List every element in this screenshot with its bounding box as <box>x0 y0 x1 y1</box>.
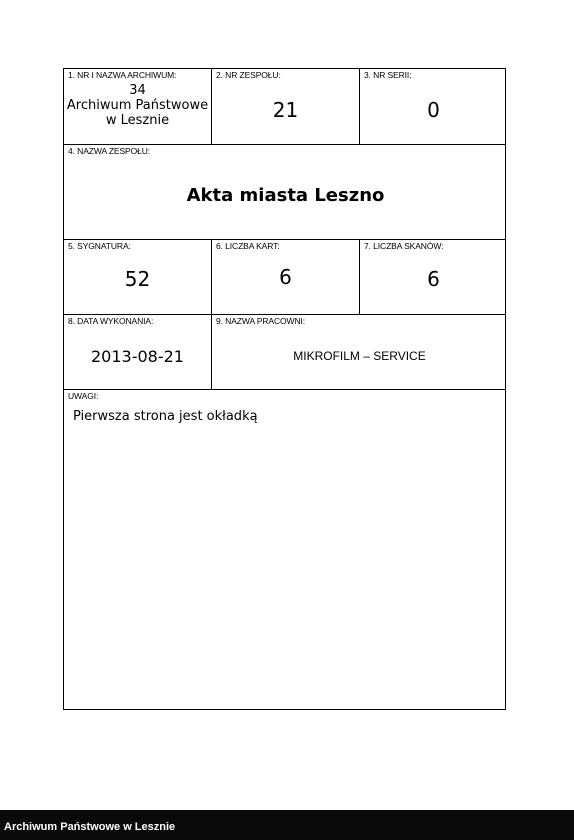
footer-bar <box>0 810 574 840</box>
fonds-number-label: 2. NR ZESPOŁU: <box>216 70 281 80</box>
metadata-card <box>63 68 506 710</box>
date-value: 2013-08-21 <box>91 347 184 366</box>
fonds-name-label: 4. NAZWA ZESPOŁU: <box>68 146 151 156</box>
sheet-count-value: 6 <box>279 265 292 289</box>
date-cell <box>64 315 211 389</box>
workshop-cell <box>212 315 507 389</box>
archive-name-line1: Archiwum Państwowe <box>66 98 209 113</box>
series-number-value: 0 <box>427 98 440 122</box>
archive-label: 1. NR I NAZWA ARCHIWUM: <box>68 70 177 80</box>
signature-value: 52 <box>124 267 151 291</box>
workshop-label: 9. NAZWA PRACOWNI: <box>216 316 306 326</box>
archive-cell <box>64 69 211 144</box>
archive-number: 34 <box>129 83 146 98</box>
fonds-name-cell <box>64 145 507 239</box>
sheet-count-cell <box>212 240 359 314</box>
notes-cell <box>64 390 507 709</box>
notes-label: UWAGI: <box>68 391 99 401</box>
notes-value: Pierwsza strona jest okładką <box>73 409 258 424</box>
date-label: 8. DATA WYKONANIA: <box>68 316 154 326</box>
workshop-value: MIKROFILM – SERVICE <box>293 349 426 363</box>
scan-count-value: 6 <box>427 267 440 291</box>
signature-cell <box>64 240 211 314</box>
scan-count-label: 7. LICZBA SKANÓW: <box>364 241 444 251</box>
scan-count-cell <box>360 240 507 314</box>
series-number-cell <box>360 69 507 144</box>
signature-label: 5. SYGNATURA: <box>68 241 131 251</box>
archive-name-line2: w Lesznie <box>105 113 170 128</box>
footer-text: Archiwum Państwowe w Lesznie <box>4 821 176 833</box>
series-number-label: 3. NR SERII: <box>364 70 412 80</box>
fonds-number-value: 21 <box>272 98 299 122</box>
sheet-count-label: 6. LICZBA KART: <box>216 241 280 251</box>
fonds-number-cell <box>212 69 359 144</box>
fonds-name-value: Akta miasta Leszno <box>186 185 385 206</box>
